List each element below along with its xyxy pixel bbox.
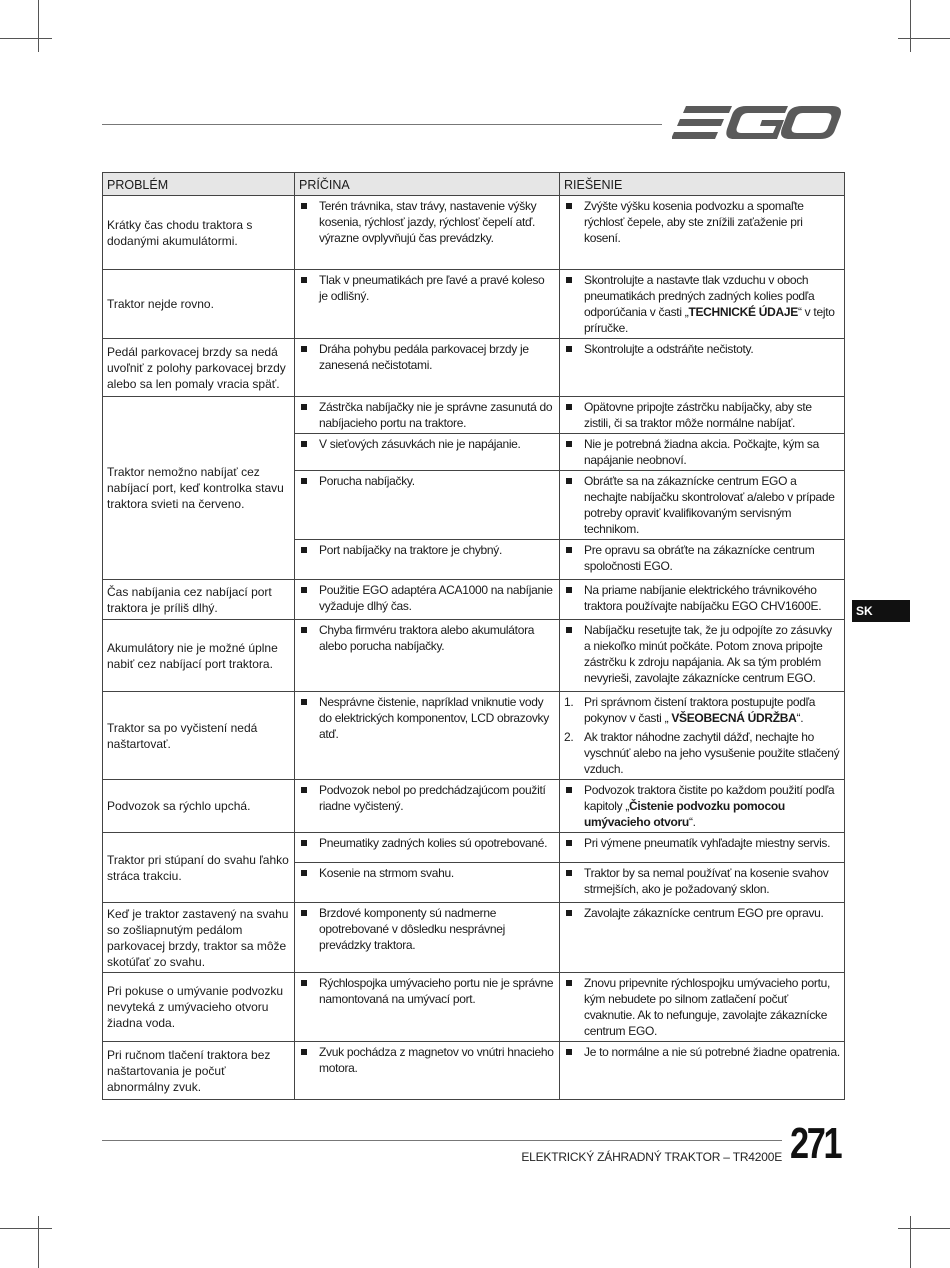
solution-cell — [560, 780, 845, 833]
bullet-icon — [301, 910, 307, 916]
bullet-icon — [301, 547, 307, 553]
solution-text: Zvýšte výšku kosenia podvozku a spomaľte rýchlosť čepele, aby ste znížili zaťaženie pri kosení. — [584, 199, 804, 245]
cause-text: Dráha pohybu pedála parkovacej brzdy je zanesená nečistotami. — [319, 342, 529, 372]
crop-mark — [898, 38, 950, 39]
solution-text: Skontrolujte a odstráňte nečistoty. — [584, 342, 754, 356]
cause-cell — [295, 471, 560, 540]
problem-cell: Traktor sa po vyčistení nedá naštartovať. — [103, 692, 295, 780]
solution-cell — [560, 270, 845, 339]
bullet-icon — [566, 870, 572, 876]
bullet-icon — [301, 587, 307, 593]
crop-mark — [910, 1216, 911, 1268]
solution-text: Pre opravu sa obráťte na zákaznícke centrum spoločnosti EGO. — [584, 543, 815, 573]
crop-mark — [0, 38, 52, 39]
table-row — [103, 692, 845, 780]
solution-cell — [560, 620, 845, 692]
table-row — [103, 973, 845, 1042]
bullet-icon — [301, 870, 307, 876]
bullet-icon — [301, 699, 307, 705]
crop-mark — [0, 1228, 52, 1229]
bullet-icon — [566, 441, 572, 447]
problem-cell: Čas nabíjania cez nabíjací port traktora je príliš dlhý. — [103, 580, 295, 620]
cause-text: Podvozok nebol po predchádzajúcom použití riadne vyčistený. — [319, 783, 546, 813]
bullet-icon — [566, 587, 572, 593]
crop-mark — [898, 1228, 950, 1229]
solution-cell — [560, 434, 845, 471]
solution-cell — [560, 1042, 845, 1100]
crop-mark — [910, 0, 911, 52]
cause-text: Nesprávne čistenie, napríklad vniknutie vody do elektrických komponentov, LCD obrazovky atď. — [319, 695, 549, 741]
solution-text: Opätovne pripojte zástrčku nabíjačky, aby ste zistili, či sa traktor môže normálne nabíjať. — [584, 400, 812, 430]
solution-cell — [560, 339, 845, 397]
cause-cell — [295, 780, 560, 833]
solution-text: Nie je potrebná žiadna akcia. Počkajte, kým sa napájanie neobnoví. — [584, 437, 819, 467]
footer-title: ELEKTRICKÝ ZÁHRADNÝ TRAKTOR – TR4200E — [521, 1150, 782, 1164]
cause-text: Použitie EGO adaptéra ACA1000 na nabíjanie vyžaduje dlhý čas. — [319, 583, 553, 613]
bullet-icon — [566, 840, 572, 846]
crop-mark — [38, 0, 39, 52]
solution-cell — [560, 540, 845, 580]
solution-text: Traktor by sa nemal používať na kosenie svahov strmejších, ako je požadovaný sklon. — [584, 866, 829, 896]
table-row — [103, 780, 845, 833]
solution-cell — [560, 471, 845, 540]
cause-text: Rýchlospojka umývacieho portu nie je správne namontovaná na umývací port. — [319, 976, 554, 1006]
bullet-icon — [301, 441, 307, 447]
bullet-icon — [566, 346, 572, 352]
solution-text: Znovu pripevnite rýchlospojku umývacieho portu, kým nebudete po silnom zatlačení počuť cvaknutie. Ak to nefunguje, zavolajte zákaznícke centrum EGO. — [584, 976, 831, 1038]
bullet-icon — [566, 1049, 572, 1055]
solution-cell — [560, 397, 845, 434]
step-text: Ak traktor náhodne zachytil dážď, nechajte ho vyschnúť alebo na jeho vysušenie použite stlačený vzduch. — [584, 730, 840, 776]
table-row — [103, 196, 845, 270]
bullet-icon — [301, 627, 307, 633]
step-number: 1. — [564, 695, 574, 709]
problem-cell: Pedál parkovacej brzdy sa nedá uvoľniť z polohy parkovacej brzdy alebo sa len pomaly vracia späť. — [103, 339, 295, 397]
cause-cell — [295, 339, 560, 397]
step-text: Pri správnom čistení traktora postupujte podľa pokynov v časti „ VŠEOBECNÁ ÚDRŽBA“. — [584, 695, 816, 725]
bullet-icon — [301, 787, 307, 793]
solution-text: Pri výmene pneumatík vyhľadajte miestny servis. — [584, 836, 831, 850]
section-reference: VŠEOBECNÁ ÚDRŽBA — [671, 711, 797, 725]
bullet-icon — [301, 404, 307, 410]
page-number: 271 — [790, 1119, 841, 1168]
crop-mark — [38, 1216, 39, 1268]
problem-cell: Krátky čas chodu traktora s dodanými akumulátormi. — [103, 196, 295, 270]
cause-cell — [295, 903, 560, 973]
cause-cell — [295, 833, 560, 863]
header-solution: RIEŠENIE — [560, 173, 845, 196]
solution-text: Podvozok traktora čistite po každom použití podľa kapitoly „Čistenie podvozku pomocou umývacieho otvoru“. — [584, 783, 835, 829]
cause-cell — [295, 540, 560, 580]
cause-text: Porucha nabíjačky. — [319, 474, 415, 488]
bullet-icon — [566, 627, 572, 633]
solution-cell — [560, 903, 845, 973]
footer-rule — [102, 1140, 782, 1141]
solution-cell — [560, 863, 845, 903]
problem-cell: Akumulátory nie je možné úplne nabiť cez nabíjací port traktora. — [103, 620, 295, 692]
header-problem: PROBLÉM — [103, 173, 295, 196]
cause-cell — [295, 434, 560, 471]
solution-text: Zavolajte zákaznícke centrum EGO pre opravu. — [584, 906, 824, 920]
cause-text: Terén trávnika, stav trávy, nastavenie výšky kosenia, rýchlosť jazdy, rýchlosť čepelí atď. výrazne ovplyvňujú čas prevádzky. — [319, 199, 537, 245]
step-number: 2. — [564, 730, 574, 744]
solution-cell — [560, 580, 845, 620]
cause-cell — [295, 580, 560, 620]
bullet-icon — [301, 203, 307, 209]
cause-text: Port nabíjačky na traktore je chybný. — [319, 543, 502, 557]
bullet-icon — [566, 277, 572, 283]
language-tab: SK — [852, 600, 910, 622]
bullet-icon — [301, 478, 307, 484]
cause-text: Brzdové komponenty sú nadmerne opotrebované v dôsledku nesprávnej prevádzky traktora. — [319, 906, 505, 952]
section-reference: TECHNICKÉ ÚDAJE — [688, 305, 798, 319]
table-row — [103, 620, 845, 692]
solution-text: Obráťte sa na zákaznícke centrum EGO a nechajte nabíjačku skontrolovať a/alebo v prípade potreby opraviť kvalifikovaným servisným technikom. — [584, 474, 835, 536]
table-row — [103, 339, 845, 397]
solution-cell — [560, 196, 845, 270]
ego-logo — [672, 100, 844, 146]
problem-cell: Traktor nejde rovno. — [103, 270, 295, 339]
bullet-icon — [566, 404, 572, 410]
table-row — [103, 1042, 845, 1100]
cause-cell — [295, 270, 560, 339]
cause-text: V sieťových zásuvkách nie je napájanie. — [319, 437, 521, 451]
bullet-icon — [566, 787, 572, 793]
cause-cell — [295, 692, 560, 780]
cause-cell — [295, 973, 560, 1042]
cause-cell — [295, 863, 560, 903]
table-row — [103, 833, 845, 863]
table-header-row — [103, 173, 845, 196]
solution-text: Je to normálne a nie sú potrebné žiadne opatrenia. — [584, 1045, 840, 1059]
bullet-icon — [301, 1049, 307, 1055]
bullet-icon — [566, 478, 572, 484]
problem-cell: Pri pokuse o umývanie podvozku nevyteká z umývacieho otvoru žiadna voda. — [103, 973, 295, 1042]
solution-text: Nabíjačku resetujte tak, že ju odpojíte zo zásuvky a niekoľko minút počkáte. Potom znova pripojte zástrčku k zdroju napájania. Ak sa tým problém nevyrieši, zavolajte zákaznícke centrum EGO. — [584, 623, 832, 685]
solution-text: Na priame nabíjanie elektrického trávnikového traktora používajte nabíjačku EGO CHV1600E. — [584, 583, 822, 613]
header-rule — [102, 124, 662, 125]
bullet-icon — [301, 980, 307, 986]
section-reference: Čistenie podvozku pomocou umývacieho otvoru — [584, 799, 785, 829]
solution-cell — [560, 692, 845, 780]
table-row — [103, 397, 845, 434]
table-row — [103, 580, 845, 620]
problem-cell: Keď je traktor zastavený na svahu so zošliapnutým pedálom parkovacej brzdy, traktor sa môže skotúľať zo svahu. — [103, 903, 295, 973]
cause-text: Tlak v pneumatikách pre ľavé a pravé koleso je odlišný. — [319, 273, 545, 303]
bullet-icon — [301, 346, 307, 352]
table-row — [103, 903, 845, 973]
bullet-icon — [566, 980, 572, 986]
cause-text: Kosenie na strmom svahu. — [319, 866, 454, 880]
problem-cell: Podvozok sa rýchlo upchá. — [103, 780, 295, 833]
cause-text: Zástrčka nabíjačky nie je správne zasunutá do nabíjacieho portu na traktore. — [319, 400, 553, 430]
cause-text: Zvuk pochádza z magnetov vo vnútri hnacieho motora. — [319, 1045, 554, 1075]
problem-cell: Traktor nemožno nabíjať cez nabíjací port, keď kontrolka stavu traktora svieti na červeno. — [103, 397, 295, 580]
cause-text: Chyba firmvéru traktora alebo akumulátora alebo porucha nabíjačky. — [319, 623, 535, 653]
bullet-icon — [566, 547, 572, 553]
bullet-icon — [566, 203, 572, 209]
cause-text: Pneumatiky zadných kolies sú opotrebované. — [319, 836, 548, 850]
bullet-icon — [301, 840, 307, 846]
cause-cell — [295, 1042, 560, 1100]
cause-cell — [295, 397, 560, 434]
troubleshooting-table — [102, 172, 844, 1100]
cause-cell — [295, 196, 560, 270]
bullet-icon — [301, 277, 307, 283]
solution-cell — [560, 973, 845, 1042]
header-cause: PRÍČINA — [295, 173, 560, 196]
cause-cell — [295, 620, 560, 692]
solution-text: Skontrolujte a nastavte tlak vzduchu v oboch pneumatikách predných zadných kolies podľa odporúčania v časti „TECHNICKÉ ÚDAJE“ v tejto príručke. — [584, 273, 835, 335]
problem-cell: Traktor pri stúpaní do svahu ľahko stráca trakciu. — [103, 833, 295, 903]
table-row — [103, 270, 845, 339]
problem-cell: Pri ručnom tlačení traktora bez naštartovania je počuť abnormálny zvuk. — [103, 1042, 295, 1100]
solution-cell — [560, 833, 845, 863]
bullet-icon — [566, 910, 572, 916]
